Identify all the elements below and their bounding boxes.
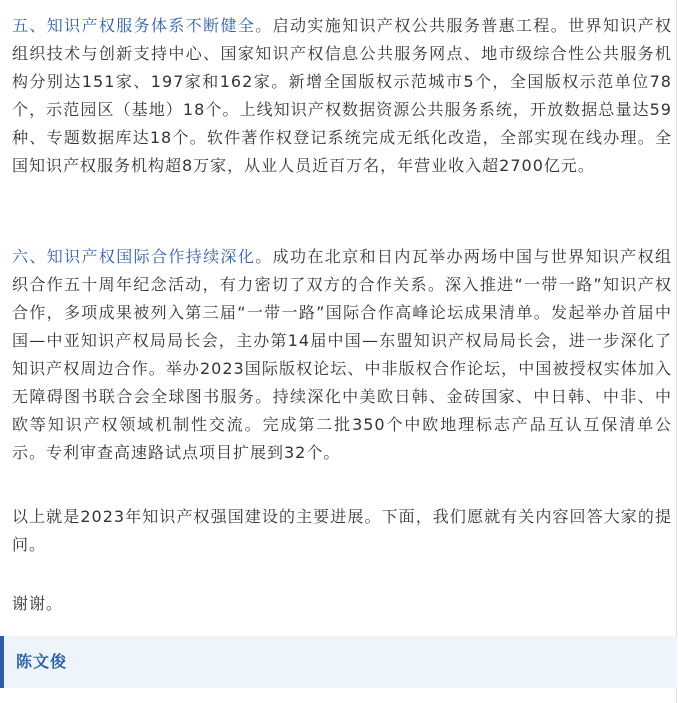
paragraph-body: 启动实施知识产权公共服务普惠工程。世界知识产权组织技术与创新支持中心、国家知识产权信息公共服务网点、地市级综合性公共服务机构分别达151家、197家和162家。新增全国版权示范城市5个，全国版权示范单位78个，示范园区（基地）18个。上线知识产权数据资源公共服务系统，开放数据总量达59种、专题数据库达18个。软件著作权登记系统完成无纸化改造，全部实现在线办理。全国知识产权服务机构超8万家，从业人员近百万名，年营业收入超2700亿元。 bbox=[12, 16, 672, 175]
paragraph-lead: 五、知识产权服务体系不断健全。 bbox=[12, 16, 273, 35]
paragraph-summary: 以上就是2023年知识产权强国建设的主要进展。下面，我们愿就有关内容回答大家的提问。 bbox=[12, 507, 672, 554]
paragraph-body: 成功在北京和日内瓦举办两场中国与世界知识产权组织合作五十周年纪念活动，有力密切了双方的合作关系。深入推进“一带一路”知识产权合作，多项成果被列入第三届“一带一路”国际合作高峰论坛成果清单。发起举办首届中国—中亚知识产权局局长会，主办第14届中国—东盟知识产权局局长会，进一步深化了知识产权周边合作。举办2023国际版权论坛、中非版权合作论坛，中国被授权实体加入无障碍图书联合会全球图书服务。持续深化中美欧日韩、金砖国家、中日韩、中非、中欧等知识产权领域机制性交流。完成第二批350个中欧地理标志产品互认互保清单公示。专利审查高速路试点项目扩展到32个。 bbox=[12, 247, 672, 462]
speaker-header bbox=[0, 636, 677, 688]
speaker-name: 陈文俊 bbox=[16, 652, 68, 671]
paragraph-ip-service-system bbox=[12, 12, 672, 180]
paragraph-lead: 六、知识产权国际合作持续深化。 bbox=[12, 247, 273, 266]
paragraph-thanks: 谢谢。 bbox=[12, 594, 64, 613]
paragraph-international-cooperation bbox=[12, 243, 672, 467]
